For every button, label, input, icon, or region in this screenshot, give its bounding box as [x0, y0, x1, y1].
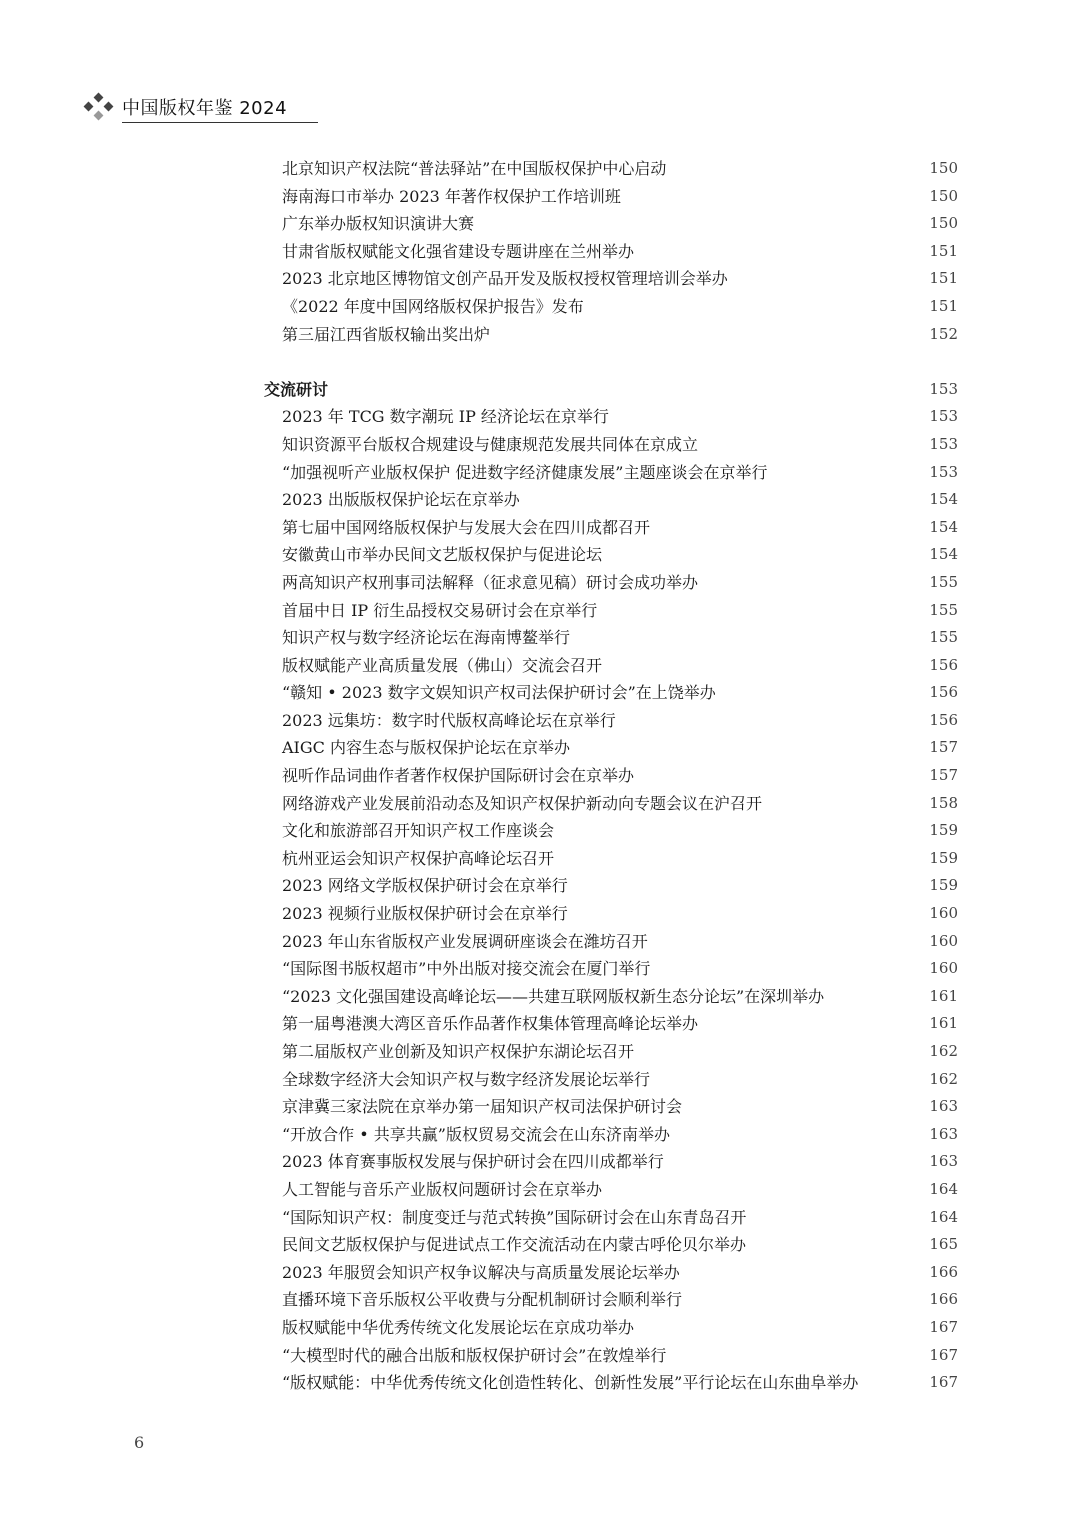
toc-entry[interactable]: [0, 679, 1080, 707]
toc-entry-title: 版权赋能产业高质量发展（佛山）交流会召开: [282, 655, 603, 675]
toc-entry-page: 154: [929, 517, 958, 536]
toc-entry-title: 民间文艺版权保护与促进试点工作交流活动在内蒙古呼伦贝尔举办: [282, 1235, 747, 1255]
toc-entry-title: 知识资源平台版权合规建设与健康规范发展共同体在京成立: [282, 434, 699, 454]
toc-entry[interactable]: [0, 183, 1080, 211]
toc-entry-title: “赣知 • 2023 数字文娱知识产权司法保护研讨会”在上饶举办: [282, 683, 716, 703]
toc-entry-title: “开放合作 • 共享共赢”版权贸易交流会在山东济南举办: [282, 1124, 670, 1144]
toc-entry[interactable]: [0, 1066, 1080, 1094]
toc-entry-title: 知识产权与数字经济论坛在海南博鳌举行: [282, 628, 571, 648]
toc-entry[interactable]: [0, 541, 1080, 569]
toc-entry-page: 167: [929, 1317, 958, 1336]
toc-entry-page: 154: [929, 545, 958, 564]
toc-entry-page: 155: [929, 628, 958, 647]
toc-entry-page: 164: [929, 1179, 958, 1198]
toc-entry[interactable]: [0, 762, 1080, 790]
toc-entry-title: 2023 北京地区博物馆文创产品开发及版权授权管理培训会举办: [282, 269, 728, 289]
toc-entry-page: 156: [929, 683, 958, 702]
toc-entry-title: 第三届江西省版权输出奖出炉: [282, 324, 491, 344]
toc-entry-title: 视听作品词曲作者著作权保护国际研讨会在京举办: [282, 766, 635, 786]
toc-entry-title: 2023 远集坊：数字时代版权高峰论坛在京举行: [282, 710, 616, 730]
toc-entry[interactable]: [0, 707, 1080, 735]
toc-entry[interactable]: [0, 983, 1080, 1011]
toc-entry[interactable]: [0, 817, 1080, 845]
toc-entry-title: 2023 年服贸会知识产权争议解决与高质量发展论坛举办: [282, 1262, 680, 1282]
toc-entry-title: 人工智能与音乐产业版权问题研讨会在京举办: [282, 1179, 603, 1199]
toc-entry-page: 151: [929, 296, 958, 315]
toc-entry-page: 167: [929, 1345, 958, 1364]
toc-entry-page: 152: [929, 324, 958, 343]
toc-entry-title: 文化和旅游部召开知识产权工作座谈会: [282, 821, 555, 841]
toc-entry-page: 159: [929, 848, 958, 867]
toc-entry[interactable]: [0, 210, 1080, 238]
toc-entry-page: 150: [929, 214, 958, 233]
diamond-cluster-icon: [82, 92, 116, 122]
toc-entry[interactable]: [0, 1314, 1080, 1342]
toc-entry-title: 2023 年 TCG 数字潮玩 IP 经济论坛在京举行: [282, 407, 609, 427]
section-title: 交流研讨: [264, 379, 329, 399]
toc-entry[interactable]: [0, 514, 1080, 542]
page-number: 6: [134, 1433, 145, 1452]
toc-entry-page: 155: [929, 572, 958, 591]
toc-entry[interactable]: [0, 1369, 1080, 1397]
toc-entry-title: “大模型时代的融合出版和版权保护研讨会”在敦煌举行: [282, 1345, 667, 1365]
toc-entry[interactable]: [0, 624, 1080, 652]
toc-entry-title: 版权赋能中华优秀传统文化发展论坛在京成功举办: [282, 1317, 635, 1337]
toc-entry-title: 网络游戏产业发展前沿动态及知识产权保护新动向专题会议在沪召开: [282, 793, 763, 813]
toc-entry[interactable]: [0, 1342, 1080, 1370]
toc-entry[interactable]: [0, 486, 1080, 514]
toc-entry-page: 161: [929, 1014, 958, 1033]
toc-entry-page: 162: [929, 1042, 958, 1060]
toc-entry-page: 156: [929, 655, 958, 674]
toc-entry-page: 153: [929, 434, 958, 453]
toc-entry[interactable]: [0, 734, 1080, 762]
toc-entry[interactable]: [0, 1038, 1080, 1066]
toc-entry-page: 160: [929, 904, 958, 923]
toc-entry-page: 157: [929, 738, 958, 757]
toc-entry[interactable]: [0, 900, 1080, 928]
toc-entry-page: 158: [929, 793, 958, 812]
toc-entry-title: 首届中日 IP 衍生品授权交易研讨会在京举行: [282, 600, 598, 620]
toc-entry-title: 安徽黄山市举办民间文艺版权保护与促进论坛: [282, 545, 603, 565]
book-title: 中国版权年鉴 2024: [122, 98, 288, 119]
toc-entry-page: 153: [929, 407, 958, 426]
toc-entry-page: 166: [929, 1290, 958, 1309]
toc-entry[interactable]: [0, 1010, 1080, 1038]
toc-entry[interactable]: [0, 1231, 1080, 1259]
toc-entry-title: 两高知识产权刑事司法解释（征求意见稿）研讨会成功举办: [282, 572, 699, 592]
toc-entry[interactable]: [0, 790, 1080, 818]
toc-entry[interactable]: [0, 845, 1080, 873]
toc-entry[interactable]: [0, 321, 1080, 349]
toc-entry[interactable]: [0, 1121, 1080, 1149]
toc-entry-page: 150: [929, 186, 958, 205]
toc-entry-page: 160: [929, 931, 958, 950]
toc-entry[interactable]: [0, 1286, 1080, 1314]
toc-entry-title: 杭州亚运会知识产权保护高峰论坛召开: [282, 848, 555, 868]
toc-entry-page: 157: [929, 766, 958, 785]
toc-entry-title: 2023 体育赛事版权发展与保护研讨会在四川成都举行: [282, 1152, 664, 1172]
toc-entry[interactable]: [0, 1148, 1080, 1176]
toc-entry-title: “加强视听产业版权保护 促进数字经济健康发展”主题座谈会在京举行: [282, 462, 768, 482]
toc-entry-title: 2023 网络文学版权保护研讨会在京举行: [282, 876, 568, 896]
toc-entry-title: 直播环境下音乐版权公平收费与分配机制研讨会顺利举行: [282, 1290, 683, 1310]
toc-entry-page: 151: [929, 269, 958, 288]
toc-entry-page: 150: [929, 159, 958, 177]
toc-entry-page: 159: [929, 876, 958, 895]
toc-entry[interactable]: [0, 872, 1080, 900]
toc-section-heading[interactable]: [0, 376, 1080, 404]
toc-entry-title: 第七届中国网络版权保护与发展大会在四川成都召开: [282, 517, 651, 537]
section-page: 153: [929, 379, 958, 398]
toc-entry[interactable]: [0, 1259, 1080, 1287]
toc-entry-page: 163: [929, 1097, 958, 1116]
header-rule: [122, 122, 318, 123]
toc-entry[interactable]: [0, 403, 1080, 431]
toc-entry[interactable]: [0, 238, 1080, 266]
toc-entry-title: “版权赋能：中华优秀传统文化创造性转化、创新性发展”平行论坛在山东曲阜举办: [282, 1373, 859, 1393]
toc-entry-page: 160: [929, 959, 958, 978]
toc-entry-page: 166: [929, 1262, 958, 1281]
toc-entry-title: 《2022 年度中国网络版权保护报告》发布: [282, 296, 584, 316]
toc-entry-page: 167: [929, 1373, 958, 1392]
toc-entry-title: 甘肃省版权赋能文化强省建设专题讲座在兰州举办: [282, 241, 635, 261]
toc-entry[interactable]: [0, 569, 1080, 597]
toc-entry[interactable]: [0, 1176, 1080, 1204]
table-of-contents: [0, 155, 1080, 1397]
toc-entry-page: 153: [929, 462, 958, 481]
toc-entry[interactable]: [0, 1093, 1080, 1121]
toc-entry[interactable]: [0, 459, 1080, 487]
toc-entry-page: 155: [929, 600, 958, 619]
toc-entry-title: 2023 出版版权保护论坛在京举办: [282, 490, 520, 510]
toc-entry-title: 第一届粤港澳大湾区音乐作品著作权集体管理高峰论坛举办: [282, 1014, 699, 1034]
toc-entry-title: 2023 年山东省版权产业发展调研座谈会在潍坊召开: [282, 931, 648, 951]
toc-entry[interactable]: [0, 155, 1080, 183]
toc-entry-title: “2023 文化强国建设高峰论坛——共建互联网版权新生态分论坛”在深圳举办: [282, 986, 825, 1006]
toc-entry[interactable]: [0, 928, 1080, 956]
toc-entry[interactable]: [0, 431, 1080, 459]
toc-entry-title: 第二届版权产业创新及知识产权保护东湖论坛召开: [282, 1042, 635, 1061]
toc-entry-page: 151: [929, 241, 958, 260]
toc-entry-title: 北京知识产权法院“普法驿站”在中国版权保护中心启动: [282, 159, 667, 178]
toc-entry-title: 广东举办版权知识演讲大赛: [282, 214, 475, 234]
toc-entry-page: 154: [929, 490, 958, 509]
toc-entry[interactable]: [0, 265, 1080, 293]
toc-entry-title: 2023 视频行业版权保护研讨会在京举行: [282, 904, 568, 924]
toc-entry-page: 163: [929, 1152, 958, 1171]
toc-entry-page: 162: [929, 1069, 958, 1088]
toc-entry-page: 161: [929, 986, 958, 1005]
toc-entry-page: 159: [929, 821, 958, 840]
toc-entry-page: 164: [929, 1207, 958, 1226]
toc-entry-title: 海南海口市举办 2023 年著作权保护工作培训班: [282, 186, 621, 206]
running-header: [82, 92, 322, 124]
toc-entry-title: “国际图书版权超市”中外出版对接交流会在厦门举行: [282, 959, 651, 979]
toc-entry[interactable]: [0, 652, 1080, 680]
toc-entry[interactable]: [0, 955, 1080, 983]
toc-entry-page: 165: [929, 1235, 958, 1254]
toc-entry[interactable]: [0, 597, 1080, 625]
toc-entry-page: 156: [929, 710, 958, 729]
toc-entry-title: AIGC 内容生态与版权保护论坛在京举办: [282, 738, 570, 758]
toc-entry[interactable]: [0, 293, 1080, 321]
toc-entry-page: 163: [929, 1124, 958, 1143]
toc-entry-title: 京津冀三家法院在京举办第一届知识产权司法保护研讨会: [282, 1097, 683, 1117]
toc-entry[interactable]: [0, 1204, 1080, 1232]
toc-entry-title: 全球数字经济大会知识产权与数字经济发展论坛举行: [282, 1069, 651, 1089]
toc-entry-title: “国际知识产权：制度变迁与范式转换”国际研讨会在山东青岛召开: [282, 1207, 747, 1227]
